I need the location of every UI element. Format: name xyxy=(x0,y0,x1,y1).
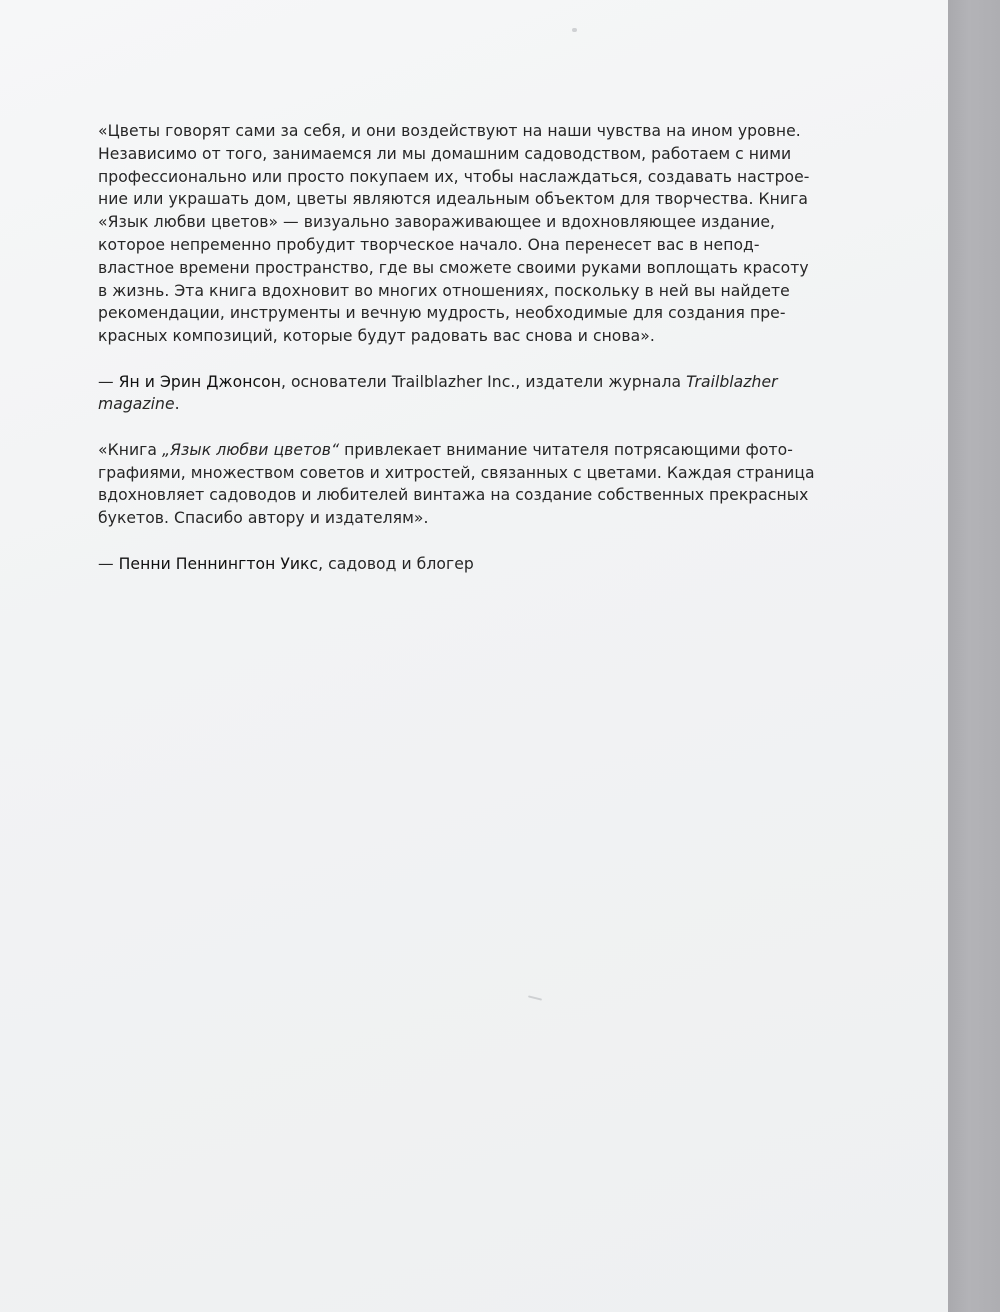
quote-line: рекомендации, инструменты и вечную мудрость, необходимые для создания пре- xyxy=(98,304,786,323)
quote-line: Независимо от того, занимаемся ли мы домашним садоводством, работаем с ними xyxy=(98,144,792,163)
quote-wicks xyxy=(98,439,858,530)
quote-line-rest: привлекает внимание читателя потрясающими фото- xyxy=(339,440,793,459)
attribution-johnson xyxy=(98,371,858,417)
quote-line: «Язык любви цветов» — визуально завораживающее и вдохновляющее издание, xyxy=(98,213,776,232)
quote-start: «Книга xyxy=(98,440,162,459)
quote-line: «Цветы говорят сами за себя, и они воздействуют на наши чувства на ином уровне. xyxy=(98,122,801,140)
quote-line: властное времени пространство, где вы сможете своими руками воплощать красоту xyxy=(98,258,809,277)
magazine-title: Trailblazher xyxy=(686,372,778,391)
attribution-name: Ян и Эрин Джонсон xyxy=(118,372,281,391)
blurbs-text xyxy=(98,120,858,575)
quote-johnson xyxy=(98,120,858,348)
attribution-role: , основатели Trailblazher Inc., издатели журнала xyxy=(280,372,687,391)
quote-line: красных композиций, которые будут радовать вас снова и снова». xyxy=(98,327,655,346)
attribution-wicks xyxy=(98,553,858,576)
paper-speck xyxy=(528,995,542,1000)
book-spine-edge xyxy=(948,0,1000,1312)
attribution-dash: — xyxy=(98,554,119,573)
quote-line: графиями, множеством советов и хитростей, связанных с цветами. Каждая страница xyxy=(98,463,815,482)
paper-speck xyxy=(572,28,577,32)
attribution-dash: — xyxy=(98,372,119,391)
magazine-title-cont: magazine xyxy=(98,395,175,414)
book-title: „Язык любви цветов“ xyxy=(162,440,340,459)
quote-line: ние или украшать дом, цветы являются идеальным объектом для творчества. Книга xyxy=(98,190,808,209)
attribution-period: . xyxy=(174,395,180,414)
quote-line: профессионально или просто покупаем их, чтобы наслаждаться, создавать настрое- xyxy=(98,167,810,186)
attribution-name: Пенни Пеннингтон Уикс xyxy=(118,554,319,573)
attribution-role: , садовод и блогер xyxy=(318,554,474,573)
quote-line: букетов. Спасибо автору и издателям». xyxy=(98,509,429,528)
quote-line: которое непременно пробудит творческое начало. Она перенесет вас в непод- xyxy=(98,235,760,254)
quote-line: в жизнь. Эта книга вдохновит во многих отношениях, поскольку в ней вы найдете xyxy=(98,281,790,300)
quote-line: вдохновляет садоводов и любителей винтажа на создание собственных прекрасных xyxy=(98,486,809,505)
